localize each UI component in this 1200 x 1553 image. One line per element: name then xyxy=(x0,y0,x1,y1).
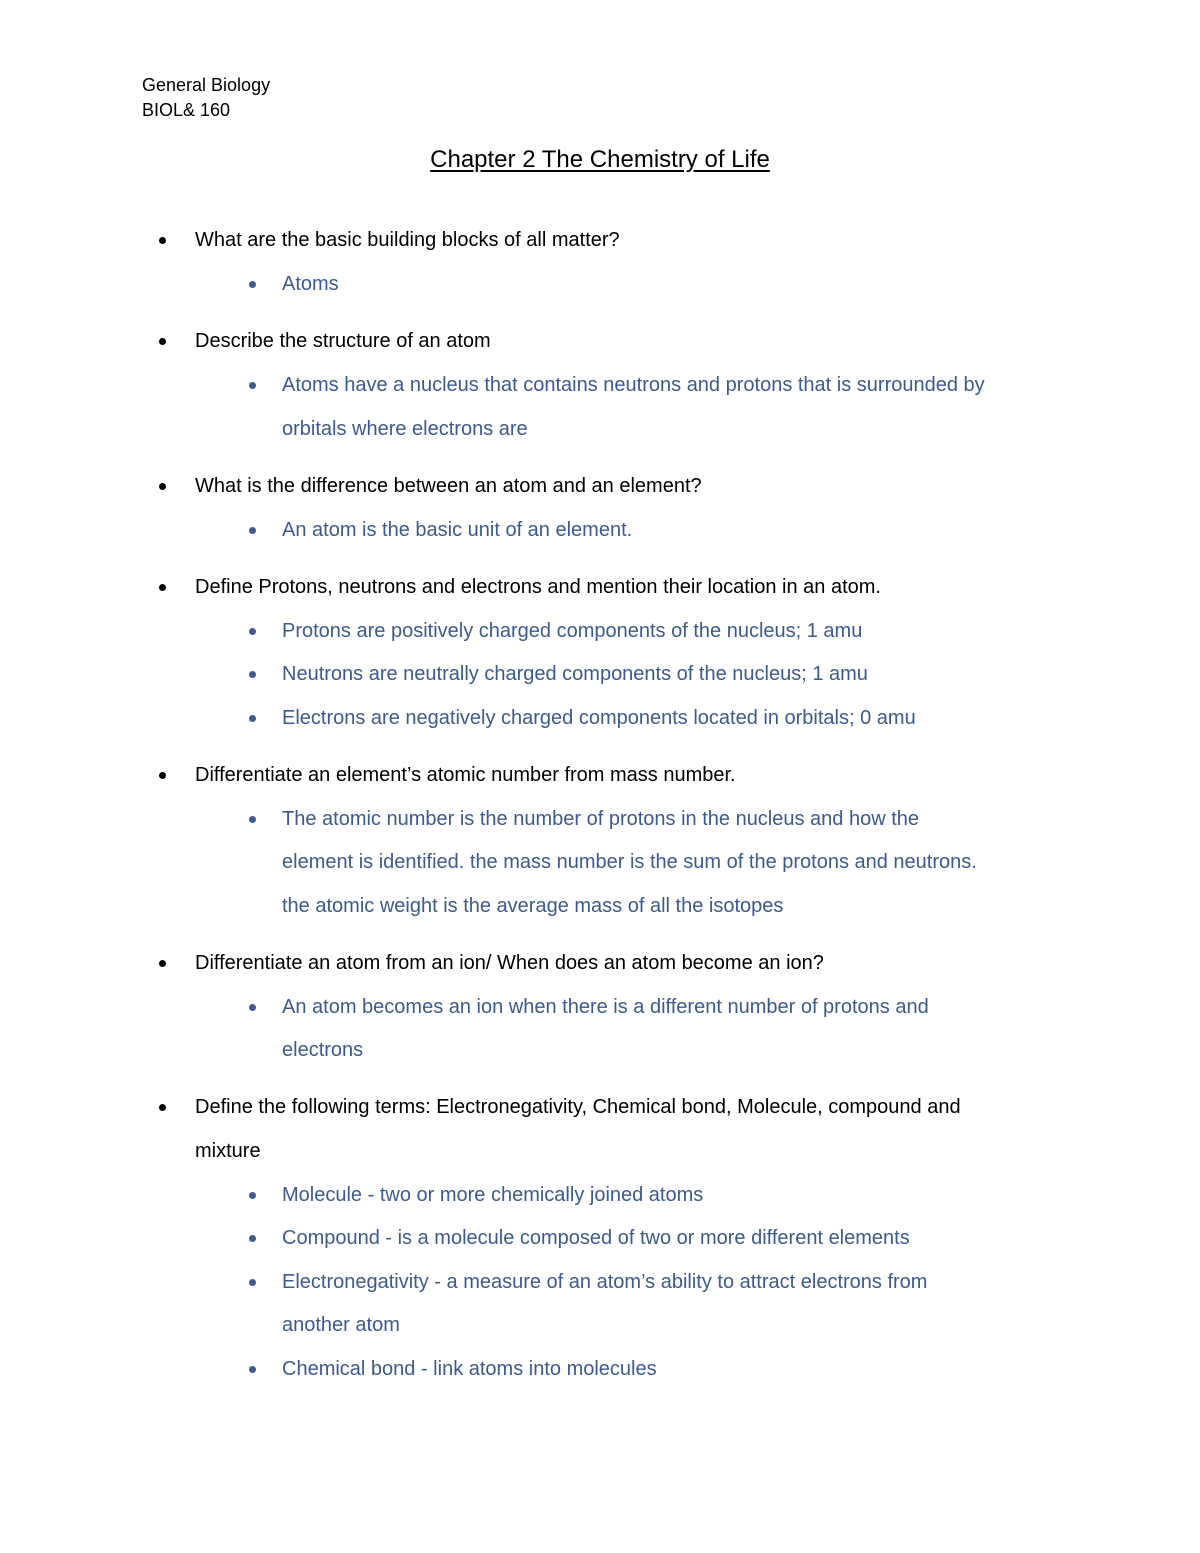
page-title-text: Chapter 2 The Chemistry of Life xyxy=(430,146,770,173)
question-bullet-icon xyxy=(159,584,166,591)
answer-text: The atomic number is the number of protons in the nucleus and how the xyxy=(282,807,920,830)
answer-bullet-icon xyxy=(249,1192,256,1199)
question-bullet-icon xyxy=(159,1104,166,1111)
question-text: What is the difference between an atom and an element? xyxy=(195,474,702,497)
answer-text: Compound - is a molecule composed of two or more different elements xyxy=(282,1227,910,1249)
question-bullet-icon xyxy=(159,772,166,779)
question-text: Define the following terms: Electronegativity, Chemical bond, Molecule, compound and xyxy=(195,1096,961,1118)
answer-text: another atom xyxy=(282,1314,400,1336)
question-text: mixture xyxy=(195,1139,261,1162)
answer-bullet-icon xyxy=(249,527,256,534)
question-bullet-icon xyxy=(159,960,166,967)
question-text: Differentiate an element’s atomic number from mass number. xyxy=(195,763,736,786)
question-text: Describe the structure of an atom xyxy=(195,330,491,352)
answer-text: Molecule - two or more chemically joined atoms xyxy=(282,1183,704,1206)
answer-text: the atomic weight is the average mass of all the isotopes xyxy=(282,894,784,917)
answer-text: Electronegativity - a measure of an atom’s ability to attract electrons from xyxy=(282,1270,928,1293)
answer-bullet-icon xyxy=(249,816,256,823)
answer-text: element is identified. the mass number is the sum of the protons and neutrons. xyxy=(282,851,977,873)
question-bullet-icon xyxy=(159,237,166,244)
answer-bullet-icon xyxy=(249,1235,256,1242)
answer-bullet-icon xyxy=(249,1279,256,1286)
question-bullet-icon xyxy=(159,483,166,490)
page-title xyxy=(0,144,1200,176)
answer-text: Atoms xyxy=(282,273,339,295)
document-header xyxy=(142,73,270,123)
question-bullet-icon xyxy=(159,338,166,345)
answer-text: An atom is the basic unit of an element. xyxy=(282,518,633,541)
answer-text: Protons are positively charged components of the nucleus; 1 amu xyxy=(282,619,863,642)
answer-text: orbitals where electrons are xyxy=(282,417,528,440)
answer-text: Electrons are negatively charged components located in orbitals; 0 amu xyxy=(282,706,916,729)
question-text: Differentiate an atom from an ion/ When does an atom become an ion? xyxy=(195,951,824,974)
question-text: Define Protons, neutrons and electrons and mention their location in an atom. xyxy=(195,575,881,598)
answer-bullet-icon xyxy=(249,281,256,288)
answer-text: Atoms have a nucleus that contains neutrons and protons that is surrounded by xyxy=(282,374,985,396)
answer-bullet-icon xyxy=(249,382,256,389)
answer-bullet-icon xyxy=(249,1366,256,1373)
answer-text: electrons xyxy=(282,1039,364,1061)
answer-text: Neutrons are neutrally charged components of the nucleus; 1 amu xyxy=(282,663,868,685)
answer-text: Chemical bond - link atoms into molecules xyxy=(282,1357,657,1380)
answer-bullet-icon xyxy=(249,671,256,678)
course-name: General Biology xyxy=(142,75,271,95)
answer-bullet-icon xyxy=(249,715,256,722)
course-code: BIOL& 160 xyxy=(142,100,231,120)
question-text: What are the basic building blocks of all matter? xyxy=(195,229,620,251)
answer-text: An atom becomes an ion when there is a different number of protons and xyxy=(282,995,929,1018)
answer-bullet-icon xyxy=(249,1004,256,1011)
answer-bullet-icon xyxy=(249,628,256,635)
